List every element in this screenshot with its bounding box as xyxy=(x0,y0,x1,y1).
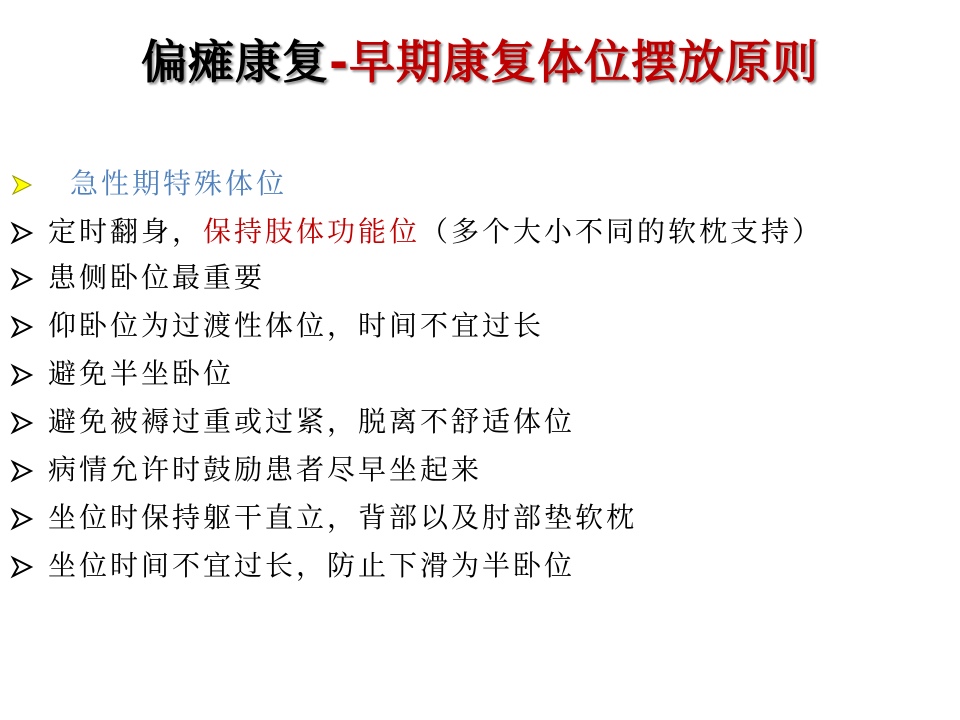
bullet-list xyxy=(10,166,910,596)
list-item xyxy=(10,260,910,296)
title-sub: 早期康复体位摆放原则 xyxy=(349,35,820,89)
list-item xyxy=(10,452,910,488)
list-item xyxy=(10,308,910,344)
list-item xyxy=(10,214,910,250)
item-text: 病情允许时鼓励患者尽早坐起来 xyxy=(48,453,483,486)
arrow-bullet-icon xyxy=(10,173,34,197)
section-heading: 急性期特殊体位 xyxy=(70,167,288,200)
item-text-emphasis: 保持肢体功能位 xyxy=(203,215,421,248)
arrow-bullet-icon xyxy=(10,459,34,483)
item-text: 坐位时间不宜过长，防止下滑为半卧位 xyxy=(48,549,576,582)
item-text-post: （多个大小不同的软枕支持） xyxy=(420,215,824,248)
arrow-bullet-icon xyxy=(10,555,34,579)
list-item xyxy=(10,404,910,440)
list-item xyxy=(10,548,910,584)
item-text-pre: 定时翻身， xyxy=(48,215,204,248)
arrow-bullet-icon xyxy=(10,267,34,291)
arrow-bullet-icon xyxy=(10,315,34,339)
arrow-bullet-icon xyxy=(10,363,34,387)
title-dash: - xyxy=(328,35,350,89)
item-text: 避免被褥过重或过紧，脱离不舒适体位 xyxy=(48,405,576,438)
slide-title xyxy=(0,26,960,92)
item-text: 坐位时保持躯干直立，背部以及肘部垫软枕 xyxy=(48,501,638,534)
list-item xyxy=(10,356,910,392)
arrow-bullet-icon xyxy=(10,221,34,245)
arrow-bullet-icon xyxy=(10,411,34,435)
item-text: 患侧卧位最重要 xyxy=(48,261,266,294)
item-text: 避免半坐卧位 xyxy=(48,357,235,390)
item-text: 仰卧位为过渡性体位，时间不宜过长 xyxy=(48,309,545,342)
list-item xyxy=(10,500,910,536)
arrow-bullet-icon xyxy=(10,507,34,531)
heading-item xyxy=(10,166,910,202)
title-main: 偏瘫康复 xyxy=(140,35,329,89)
